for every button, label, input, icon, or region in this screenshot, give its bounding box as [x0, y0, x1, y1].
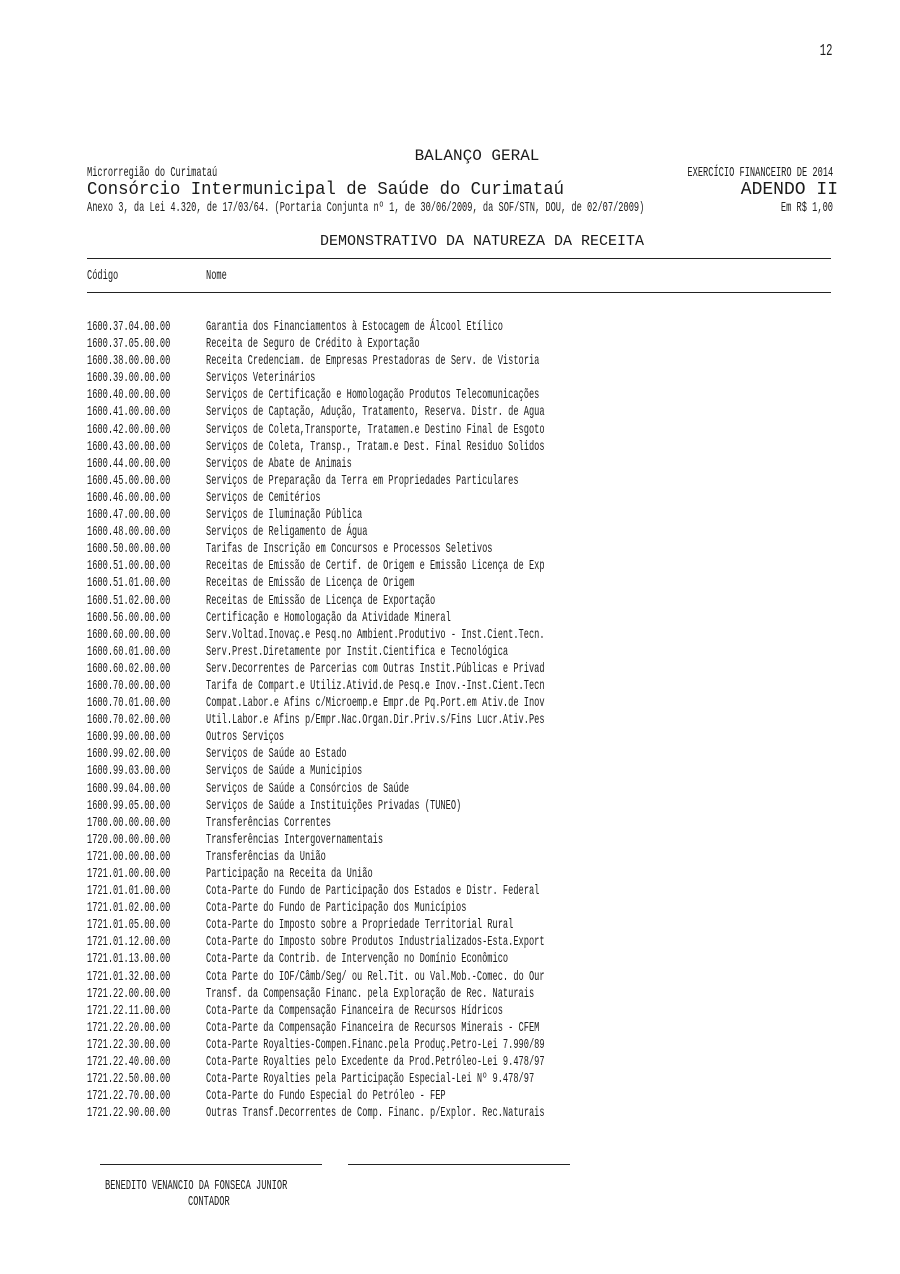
revenue-code: 1721.22.40.00.00	[87, 1054, 171, 1071]
revenue-name: Cota-Parte do Imposto sobre a Propriedade Territorial Rural	[206, 917, 514, 934]
fiscal-year: EXERCÍCIO FINANCEIRO DE 2014	[687, 165, 833, 181]
revenue-code: 1600.37.04.00.00	[87, 319, 171, 335]
table-row	[87, 969, 787, 986]
revenue-code: 1600.99.00.00.00	[87, 729, 171, 746]
region-text: Microrregião do Curimataú	[87, 165, 218, 181]
revenue-code: 1721.01.00.00.00	[87, 866, 171, 882]
table-row	[87, 644, 787, 661]
column-header-name	[206, 268, 240, 284]
revenue-code: 1600.60.01.00.00	[87, 643, 171, 660]
table-row	[87, 1054, 787, 1071]
entity-text: Consórcio Intermunicipal de Saúde do Curimataú	[87, 180, 565, 200]
revenue-name: Cota-Parte Royalties pela Participação Especial-Lei Nº 9.478/97	[206, 1071, 535, 1088]
revenue-name: Receita Credenciam. de Empresas Prestadoras de Serv. de Vistoria	[206, 353, 540, 370]
table-row	[87, 849, 787, 866]
revenue-name: Cota-Parte da Compensação Financeira de Recursos Hídricos	[206, 1002, 503, 1019]
addendum-label: ADENDO II	[740, 180, 838, 200]
revenue-name: Outros Serviços	[206, 729, 285, 746]
revenue-code: 1600.70.00.00.00	[87, 677, 171, 694]
legal-reference	[87, 200, 900, 216]
signatory-name-text: BENEDITO VENANCIO DA FONSECA JUNIOR	[105, 1178, 288, 1194]
revenue-code: 1600.99.05.00.00	[87, 797, 171, 814]
table-row	[87, 815, 787, 832]
table-row	[87, 610, 787, 627]
table-row	[87, 387, 787, 404]
revenue-name: Transferências Intergovernamentais	[206, 831, 384, 848]
revenue-code: 1600.70.01.00.00	[87, 695, 171, 712]
revenue-code: 1600.43.00.00.00	[87, 438, 171, 455]
revenue-code: 1600.42.00.00.00	[87, 421, 171, 438]
revenue-code: 1721.22.11.00.00	[87, 1002, 171, 1019]
revenue-name: Cota-Parte Royalties pelo Excedente da Prod.Petróleo-Lei 9.478/97	[206, 1054, 545, 1071]
revenue-name: Compat.Labor.e Afins c/Microemp.e Empr.de Pq.Port.em Ativ.de Inov	[206, 695, 545, 712]
column-header-code	[87, 268, 137, 284]
revenue-code: 1600.46.00.00.00	[87, 489, 171, 506]
revenue-code: 1600.70.02.00.00	[87, 712, 171, 729]
revenue-code: 1600.51.00.00.00	[87, 558, 171, 575]
revenue-name: Serviços de Iluminação Pública	[206, 507, 363, 524]
revenue-code: 1600.40.00.00.00	[87, 387, 171, 404]
table-row	[87, 524, 787, 541]
signatory-role-text: CONTADOR	[188, 1194, 230, 1210]
revenue-code: 1721.22.50.00.00	[87, 1071, 171, 1088]
table-row	[87, 763, 787, 780]
revenue-code: 1721.22.30.00.00	[87, 1036, 171, 1053]
revenue-code: 1600.99.02.00.00	[87, 746, 171, 763]
signature-line-left	[100, 1164, 322, 1165]
revenue-name: Cota-Parte da Contrib. de Intervenção no Domínio Econômico	[206, 951, 509, 968]
revenue-name: Receita de Seguro de Crédito à Exportação	[206, 336, 420, 353]
revenue-name: Receitas de Emissão de Licença de Exportação	[206, 592, 436, 609]
table-row	[87, 404, 787, 421]
header-bottom-rule	[87, 292, 831, 293]
table-row	[87, 439, 787, 456]
table-row	[87, 1037, 787, 1054]
revenue-name: Tarifa de Compart.e Utiliz.Ativid.de Pesq.e Inov.-Inst.Cient.Tecn	[206, 677, 545, 694]
revenue-code: 1720.00.00.00.00	[87, 831, 171, 848]
signatory-name	[105, 1178, 399, 1194]
table-row	[87, 883, 787, 900]
revenue-code: 1600.48.00.00.00	[87, 524, 171, 541]
revenue-code: 1600.51.02.00.00	[87, 592, 171, 609]
revenue-name: Serviços de Saúde a Consórcios de Saúde	[206, 780, 410, 797]
revenue-name: Serviços de Cemitérios	[206, 489, 321, 506]
table-row	[87, 490, 787, 507]
table-row	[87, 866, 787, 883]
revenue-code: 1721.22.00.00.00	[87, 985, 171, 1002]
table-row	[87, 422, 787, 439]
revenue-code: 1600.39.00.00.00	[87, 370, 171, 387]
table-row	[87, 473, 787, 490]
table-row	[87, 900, 787, 917]
revenue-code: 1721.22.20.00.00	[87, 1019, 171, 1036]
currency-unit: Em R$ 1,00	[780, 200, 833, 216]
revenue-name: Outras Transf.Decorrentes de Comp. Financ. p/Explor. Rec.Naturais	[206, 1105, 545, 1122]
revenue-name: Receitas de Emissão de Certif. de Origem e Emissão Licença de Exp	[206, 558, 545, 575]
revenue-name: Participação na Receita da União	[206, 866, 373, 882]
revenue-code: 1721.01.05.00.00	[87, 917, 171, 934]
revenue-code: 1600.60.02.00.00	[87, 660, 171, 677]
revenue-name: Serviços de Saúde a Instituições Privadas (TUNEO)	[206, 797, 462, 814]
table-row	[87, 319, 787, 336]
table-row	[87, 627, 787, 644]
revenue-code: 1721.01.13.00.00	[87, 951, 171, 968]
page-number: 12	[819, 42, 832, 61]
revenue-name: Transferências Correntes	[206, 814, 332, 831]
document-title: BALANÇO GERAL	[414, 147, 540, 165]
table-row	[87, 986, 787, 1003]
revenue-name: Cota-Parte do Fundo de Participação dos Estados e Distr. Federal	[206, 883, 540, 900]
report-title: DEMONSTRATIVO DA NATUREZA DA RECEITA	[319, 233, 645, 250]
revenue-name: Serviços Veterinários	[206, 370, 316, 387]
revenue-code: 1600.60.00.00.00	[87, 626, 171, 643]
table-row	[87, 575, 787, 592]
table-row	[87, 934, 787, 951]
revenue-code: 1600.56.00.00.00	[87, 609, 171, 626]
revenue-name: Serv.Decorrentes de Parcerias com Outras Instit.Públicas e Privad	[206, 660, 545, 677]
revenue-code: 1721.01.02.00.00	[87, 900, 171, 917]
revenue-code: 1721.01.12.00.00	[87, 934, 171, 951]
revenue-name: Cota-Parte da Compensação Financeira de Recursos Minerais - CFEM	[206, 1019, 540, 1036]
revenue-table	[87, 319, 787, 1122]
revenue-name: Cota-Parte do Fundo Especial do Petróleo - FEP	[206, 1088, 446, 1105]
column-code-text: Código	[87, 268, 119, 284]
revenue-name: Serviços de Saúde a Municipios	[206, 763, 363, 780]
revenue-code: 1721.22.90.00.00	[87, 1105, 171, 1122]
table-row	[87, 695, 787, 712]
table-row	[87, 370, 787, 387]
signatory-role	[188, 1194, 255, 1210]
revenue-name: Serv.Prest.Diretamente por Instit.Cientifica e Tecnológica	[206, 643, 509, 660]
revenue-name: Cota Parte do IOF/Câmb/Seg/ ou Rel.Tit. ou Val.Mob.-Comec. do Our	[206, 968, 545, 985]
legal-text: Anexo 3, da Lei 4.320, de 17/03/64. (Portaria Conjunta nº 1, de 30/06/2009, da SOF/STN, DOU, de 02/07/2009)	[87, 200, 645, 216]
revenue-code: 1600.38.00.00.00	[87, 353, 171, 370]
table-row	[87, 781, 787, 798]
revenue-name: Serviços de Coleta,Transporte, Tratamen.e Destino Final de Esgoto	[206, 421, 545, 438]
table-row	[87, 951, 787, 968]
revenue-name: Serviços de Abate de Animais	[206, 455, 352, 472]
region-label	[87, 165, 297, 181]
table-row	[87, 353, 787, 370]
revenue-code: 1600.37.05.00.00	[87, 336, 171, 353]
revenue-name: Serv.Voltad.Inovaç.e Pesq.no Ambient.Produtivo - Inst.Cient.Tecn.	[206, 626, 545, 643]
revenue-code: 1600.51.01.00.00	[87, 575, 171, 592]
revenue-code: 1721.01.32.00.00	[87, 968, 171, 985]
signature-line-right	[348, 1164, 570, 1165]
revenue-code: 1600.99.04.00.00	[87, 780, 171, 797]
revenue-name: Cota-Parte do Imposto sobre Produtos Industrializados-Esta.Export	[206, 934, 545, 951]
revenue-name: Certificação e Homologação da Atividade Mineral	[206, 609, 451, 626]
table-row	[87, 832, 787, 849]
revenue-name: Garantia dos Financiamentos à Estocagem de Álcool Etílico	[206, 319, 503, 335]
table-row	[87, 1003, 787, 1020]
table-row	[87, 1020, 787, 1037]
header-top-rule	[87, 258, 831, 259]
column-name-text: Nome	[206, 268, 227, 284]
table-row	[87, 798, 787, 815]
revenue-code: 1721.01.01.00.00	[87, 883, 171, 900]
revenue-code: 1600.45.00.00.00	[87, 472, 171, 489]
table-row	[87, 541, 787, 558]
revenue-name: Util.Labor.e Afins p/Empr.Nac.Organ.Dir.Priv.s/Fins Lucr.Ativ.Pes	[206, 712, 545, 729]
revenue-code: 1700.00.00.00.00	[87, 814, 171, 831]
table-row	[87, 1105, 787, 1122]
revenue-code: 1600.44.00.00.00	[87, 455, 171, 472]
revenue-code: 1600.99.03.00.00	[87, 763, 171, 780]
revenue-name: Serviços de Certificação e Homologação Produtos Telecomunicações	[206, 387, 540, 404]
table-row	[87, 729, 787, 746]
revenue-code: 1600.50.00.00.00	[87, 541, 171, 558]
revenue-name: Cota-Parte do Fundo de Participação dos Municípios	[206, 900, 467, 917]
table-row	[87, 593, 787, 610]
revenue-name: Serviços de Saúde ao Estado	[206, 746, 347, 763]
revenue-code: 1600.41.00.00.00	[87, 404, 171, 421]
revenue-name: Serviços de Coleta, Transp., Tratam.e Dest. Final Residuo Solidos	[206, 438, 545, 455]
revenue-name: Tarifas de Inscrição em Concursos e Processos Seletivos	[206, 541, 493, 558]
table-row	[87, 1088, 787, 1105]
table-row	[87, 746, 787, 763]
table-row	[87, 917, 787, 934]
revenue-name: Serviços de Captação, Adução, Tratamento, Reserva. Distr. de Agua	[206, 404, 545, 421]
revenue-name: Serviços de Preparação da Terra em Propriedades Particulares	[206, 472, 519, 489]
entity-name	[87, 180, 584, 200]
table-row	[87, 712, 787, 729]
revenue-name: Transferências da União	[206, 848, 326, 865]
revenue-code: 1600.47.00.00.00	[87, 507, 171, 524]
revenue-name: Transf. da Compensação Financ. pela Exploração de Rec. Naturais	[206, 985, 535, 1002]
revenue-name: Serviços de Religamento de Água	[206, 524, 368, 541]
table-row	[87, 558, 787, 575]
revenue-name: Cota-Parte Royalties-Compen.Financ.pela Produç.Petro-Lei 7.990/89	[206, 1036, 545, 1053]
table-row	[87, 507, 787, 524]
table-row	[87, 678, 787, 695]
revenue-code: 1721.22.70.00.00	[87, 1088, 171, 1105]
table-row	[87, 1071, 787, 1088]
revenue-name: Receitas de Emissão de Licença de Origem	[206, 575, 415, 592]
table-row	[87, 336, 787, 353]
table-row	[87, 661, 787, 678]
table-row	[87, 456, 787, 473]
revenue-code: 1721.00.00.00.00	[87, 848, 171, 865]
